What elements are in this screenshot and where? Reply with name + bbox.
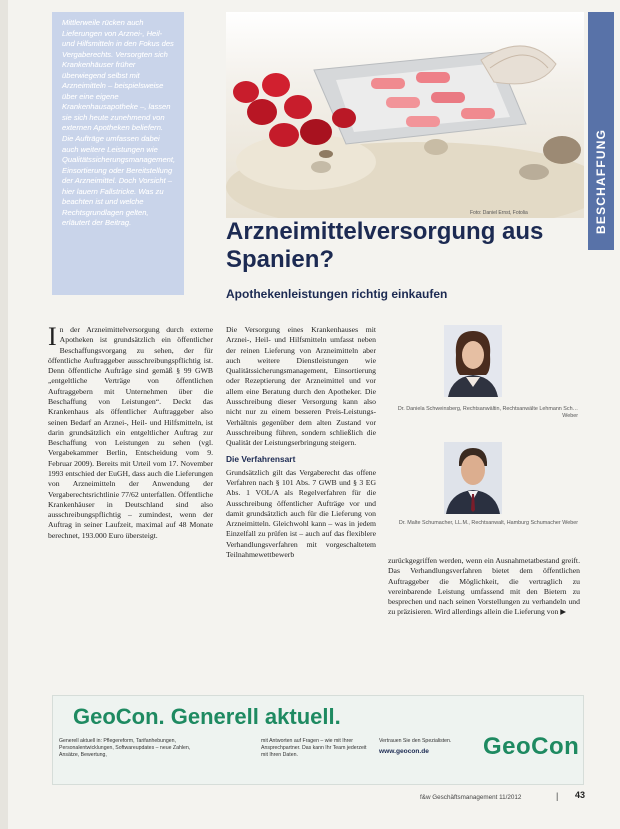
column-2-paragraph-2: Grundsätzlich gilt das Vergaberecht das offene Verfahren nach § 101 Abs. 7 GWB und § 3 EG Abs. 1 VOL/A als Regelverfahren für die Ausschreibung öffentlicher Aufträge vor und damit grundsätzlich auch für die Lieferung von Arzneimitteln. Gleichwohl kann – was in jedem Einzelfall zu prüfen ist – auch auf das flexiblere Verhandlungsverfahren mit vorgeschaltetem Teilnahmewettbewerb (226, 467, 376, 559)
geocon-logo: GeoCon (483, 733, 580, 760)
intro-text: Mittlerweile rücken auch Lieferungen von Arznei-, Heil- und Hilfsmitteln in den Fokus des Vergaberechts. Versorgten sich Krankenhäuser früher überwiegend selbst mit Arzneimitteln – beispielsweise über eine eigene Krankenhausapotheke –, lassen sie sich heute zunehmend von externen Apotheken beliefern. Die Aufträge umfassen dabei auch weitere Leistungen wie Qualitätssicherungsmanagement, Einsortierung oder Bereitstellung der Arzneimittel. Doch Vorsicht – hier lauern Fallstricke. Was zu beachten ist und welche Rechtsgrundlagen gelten, erläutert der Beitrag. (62, 18, 176, 228)
page-number: 43 (575, 790, 586, 800)
portrait-woman-illustration (444, 325, 502, 397)
author-portrait-2 (444, 442, 502, 514)
intro-box (52, 12, 184, 295)
article-column-1 (48, 322, 213, 541)
photo-credit: Foto: Daniel Ernst, Fotolia (470, 210, 528, 216)
article-subtitle: Apothekenleistungen richtig einkaufen (226, 287, 448, 301)
column-1-text: n der Arzneimittelversorgung durch externe Apotheken ist grundsätzlich ein öffentlicher Beschaffungsvorgang zu sehen, der für öffentliche Auftraggeber ausschreibungspflichtig ist. Denn öffentliche Aufträge sind gemäß § 99 GWB „entgeltliche Verträge von öffentlichen Auftraggebern mit Unternehmen über die Beschaffung von Leistungen“. Deckt das Krankenhaus als öffentlicher Auftraggeber also seinen Bedarf an Arznei-, Heil- und Hilfsmitteln, ist darin grundsätzlich ein entgeltlicher Auftrag zur Beschaffung von Leistungen zu sehen (vgl. Vergabekammer Berlin, Entscheidung vom 9. Februar 2009). Bereits mit Urteil vom 17. November 1993 entschied der EuGH, dass auch die Lieferungen von Arzneimitteln der Anwendung der Vergaberechtsrichtlinie 77/62 unterfallen. Öffentliche Krankenhäuser in Deutschland sind also ausschreibungspflichtig – zumindest, wenn der Auftrag in seiner Laufzeit, maximal auf 48 Monate berechnet, 193.000 Euro übersteigt. (48, 325, 213, 540)
footer-separator: | (556, 791, 559, 801)
ad-text-2: mit Antworten auf Fragen – wie mit Ihrer Ansprechpartner. Das kann Ihr Team jederzeit mit Ihren Daten. (261, 738, 367, 759)
author-caption-2: Dr. Malte Schumacher, LL.M., Rechtsanwalt, Hamburg Schumacher Weber (398, 520, 578, 526)
column-2-paragraph-1: Die Versorgung eines Krankenhauses mit Arznei-, Heil- und Hilfsmitteln umfasst neben der reinen Lieferung von Arzneimitteln aber auch weitere Dienstleistungen wie Qualitätssicherungsmanagement, Einsortierung oder Rezeptierung der Arzneimittel und vor allem eine Beratung durch den Apotheker. Die Ausschreibung dieser Versorgung kann also nicht nur zu einem besseren Preis-Leistungs-Verhältnis gegenüber dem alten Zustand vor Ausschreibung führen, sondern schließlich die Qualität der Leistungserbringung steigern. (226, 325, 376, 448)
article-headline: Arzneimittelversorgung aus Spanien? (226, 218, 544, 273)
portrait-man-illustration (444, 442, 502, 514)
page-edge (0, 0, 8, 829)
footer-journal-name: f&w Geschäftsmanagement 11/2012 (420, 794, 522, 801)
author-portrait-1 (444, 325, 502, 397)
section-tab-label: BESCHAFFUNG (594, 128, 608, 234)
article-column-3 (388, 556, 580, 618)
pills-on-sand-illustration (226, 12, 584, 218)
column-3-text: zurückgegriffen werden, wenn ein Ausnahmetatbestand greift. Das Verhandlungsverfahren bietet dem öffentlichen Auftraggeber die Möglichkeit, die vertraglich zu vereinbarende Leistung umfassend mit den Bietern zu besprechen und nach seinen Vorstellungen zu verhandeln und zu präzisieren. Wird allerdings allein die Lieferung von ▶ (388, 556, 580, 617)
ad-headline: GeoCon. Generell aktuell. (73, 704, 341, 729)
ad-tagline: Vertrauen Sie den Spezialisten. (379, 738, 452, 744)
ad-text-3 (379, 738, 465, 755)
author-caption-1: Dr. Daniela Schweinsberg, Rechtsanwältin, Rechtsanwälte Lehmann Sch… Weber (397, 406, 578, 419)
ad-url-link[interactable]: www.geocon.de (379, 748, 429, 756)
geocon-advertisement[interactable] (52, 695, 584, 785)
article-column-2 (226, 325, 376, 560)
article-photo (226, 12, 584, 218)
drop-cap: I (48, 322, 57, 351)
ad-text-1: Generell aktuell in: Pflegereform, Tarifanhebungen, Personalentwicklungen, Softwareupdates – neue Zahlen, Ansätze, Bewertung, (59, 738, 191, 759)
section-heading: Die Verfahrensart (226, 454, 296, 465)
